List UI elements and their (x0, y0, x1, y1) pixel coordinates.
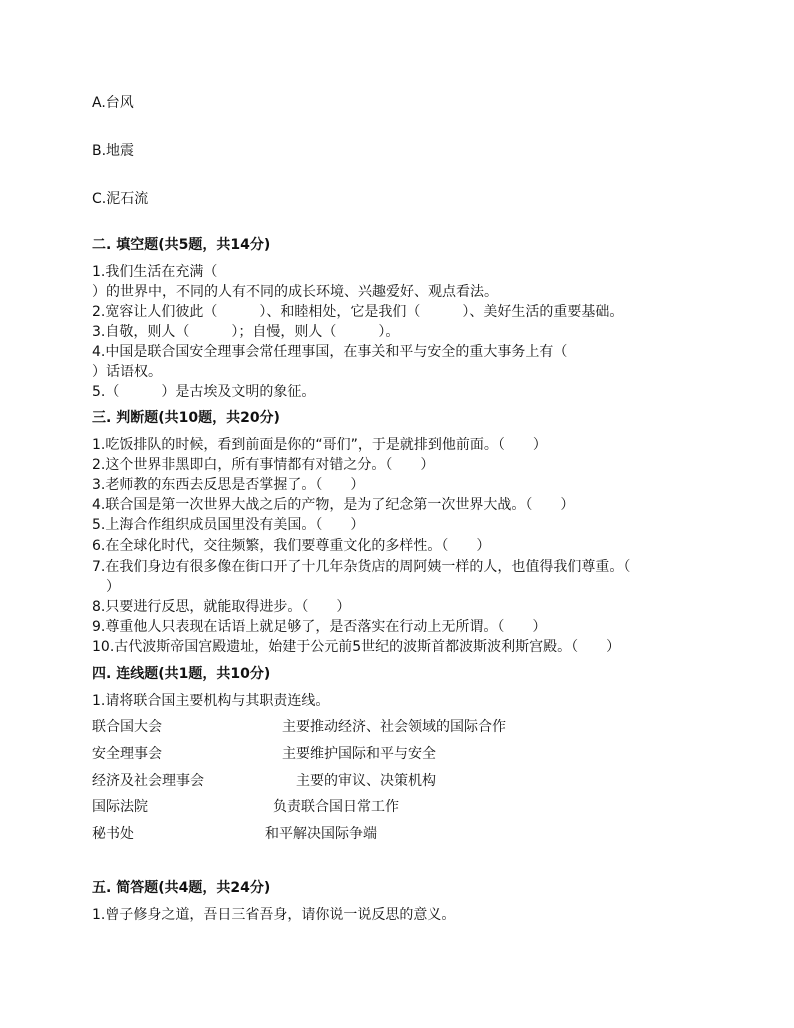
fill-q4-line2: ）话语权。 (92, 364, 162, 380)
section-judge-title: 三. 判断题(共10题，共20分) (92, 410, 280, 426)
fill-q2: 2.宽容让人们彼此（ ）、和睦相处，它是我们（ ）、美好生活的重要基础。 (92, 304, 624, 320)
judge-q7-line1: 7.在我们身边有很多像在街口开了十几年杂货店的周阿姨一样的人，也值得我们尊重。（ (92, 559, 631, 575)
judge-q5: 5.上海合作组织成员国里没有美国。（ ） (92, 517, 365, 533)
judge-q4: 4.联合国是第一次世界大战之后的产物，是为了纪念第一次世界大战。（ ） (92, 497, 575, 513)
section-short-answer-title: 五. 简答题(共4题，共24分) (92, 880, 271, 896)
option-c: C.泥石流 (92, 191, 149, 207)
match-right-3: 主要的审议、决策机构 (296, 773, 436, 789)
match-right-2: 主要维护国际和平与安全 (282, 746, 436, 762)
judge-q10: 10.古代波斯帝国宫殿遗址，始建于公元前5世纪的波斯首都波斯波利斯宫殿。（ ） (92, 639, 621, 655)
fill-q3: 3.自敬，则人（ ）；自慢，则人（ ）。 (92, 324, 400, 340)
match-left-5: 秘书处 (92, 826, 134, 842)
fill-q1-line2: ）的世界中，不同的人有不同的成长环境、兴趣爱好、观点看法。 (92, 284, 498, 300)
judge-q2: 2.这个世界非黑即白，所有事情都有对错之分。（ ） (92, 457, 435, 473)
section-matching-title: 四. 连线题(共1题，共10分) (92, 666, 271, 682)
option-b: B.地震 (92, 143, 135, 159)
match-right-5: 和平解决国际争端 (265, 826, 377, 842)
section-fill-blank-title: 二. 填空题(共5题，共14分) (92, 237, 271, 253)
match-left-4: 国际法院 (92, 799, 148, 815)
match-left-1: 联合国大会 (92, 719, 162, 735)
matching-q1: 1.请将联合国主要机构与其职责连线。 (92, 693, 330, 709)
match-left-2: 安全理事会 (92, 746, 162, 762)
judge-q1: 1.吃饭排队的时候，看到前面是你的“哥们”，于是就排到他前面。（ ） (92, 437, 547, 453)
match-left-3: 经济及社会理事会 (92, 773, 204, 789)
judge-q6: 6.在全球化时代，交往频繁，我们要尊重文化的多样性。（ ） (92, 538, 491, 554)
fill-q1-line1: 1.我们生活在充满（ (92, 264, 218, 280)
match-right-4: 负责联合国日常工作 (273, 799, 399, 815)
short-answer-q1: 1.曾子修身之道，吾日三省吾身，请你说一说反思的意义。 (92, 907, 456, 923)
fill-q4-line1: 4.中国是联合国安全理事会常任理事国，在事关和平与安全的重大事务上有（ (92, 344, 568, 360)
match-right-1: 主要推动经济、社会领域的国际合作 (282, 719, 506, 735)
judge-q9: 9.尊重他人只表现在话语上就足够了，是否落实在行动上无所谓。（ ） (92, 619, 547, 635)
judge-q7-line2: ） (92, 579, 120, 595)
fill-q5: 5.（ ）是古埃及文明的象征。 (92, 384, 316, 400)
option-a: A.台风 (92, 95, 134, 111)
judge-q8: 8.只要进行反思，就能取得进步。（ ） (92, 599, 351, 615)
judge-q3: 3.老师教的东西去反思是否掌握了。（ ） (92, 477, 365, 493)
